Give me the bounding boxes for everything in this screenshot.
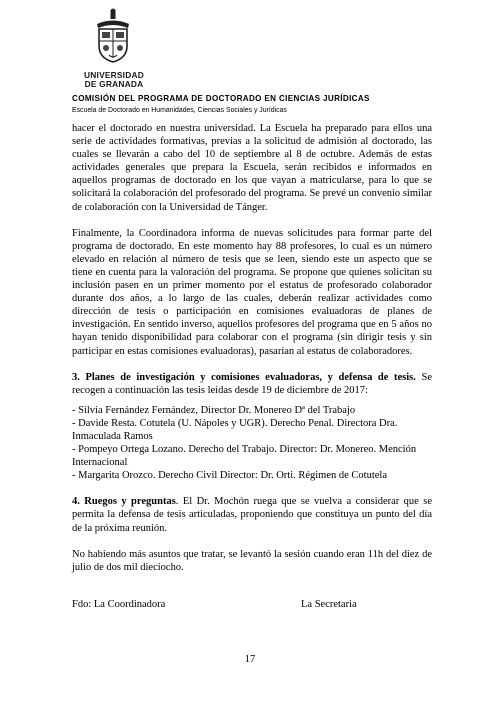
university-name-line2: DE GRANADA bbox=[84, 79, 144, 89]
university-name bbox=[72, 71, 156, 89]
committee-title: COMISIÓN DEL PROGRAMA DE DOCTORADO EN CIENCIAS JURÍDICAS bbox=[72, 94, 370, 103]
paragraph-international-students: hacer el doctorado en nuestra universidad. La Escuela ha preparado para ellos una serie de actividades formativas, previas a la solicitud de admisión al doctorado, las cuales se llevarán a cabo del 10 de septiembre al 8 de octubre. Además de estas actividades generales que prepara la Escuela, serán recibidos e informados en aquellos programas de doctorado en los que vayan a matricularse, para lo que se solicitará la colaboración del profesorado del programa. Se prevé un convenio similar de colaboración con la Universidad de Tánger. bbox=[72, 123, 432, 213]
section-heading-requests: 4. Ruegos y preguntas bbox=[72, 496, 176, 508]
paragraph-closing: No habiendo más asuntos que tratar, se levantó la sesión cuando eran 11h del diez de julio de dos mil dieciocho. bbox=[72, 548, 432, 573]
theses-list bbox=[72, 404, 432, 483]
research-plans-text: Se recogen a continuación las tesis leídas desde 19 de diciembre de 2017: bbox=[72, 371, 433, 396]
signature-coordinator: Fdo: La Coordinadora bbox=[72, 599, 166, 610]
requests-text: . El Dr. Mochón ruega que se vuelva a considerar que se permita la defensa de tesis articuladas, proponiendo que constituya un punto del día de la próxima reunión. bbox=[72, 496, 432, 534]
school-subtitle: Escuela de Doctorado en Humanidades, Ciencias Sociales y Jurídicas bbox=[72, 107, 287, 114]
list-item: - Pompeyo Ortega Lozano. Derecho del Trabajo. Director: Dr. Monereo. Mención Internacional bbox=[72, 444, 417, 469]
page-number: 17 bbox=[244, 654, 256, 665]
list-item: - Silvia Fernández Fernández, Director Dr. Monereo Dª del Trabajo bbox=[72, 404, 356, 416]
section-heading-research-plans: 3. Planes de investigación y comisiones evaluadoras, y defensa de tesis. bbox=[72, 371, 416, 383]
list-item: - Davide Resta. Cotutela (U. Nápoles y UGR). Derecho Penal. Directora Dra. Inmaculada Ramos bbox=[72, 417, 398, 442]
university-crest-icon bbox=[92, 8, 134, 64]
university-name-line1: UNIVERSIDAD bbox=[84, 70, 144, 80]
paragraph-new-applications: Finalmente, la Coordinadora informa de nuevas solicitudes para formar parte del programa de doctorado. En este momento hay 88 profesores, lo cual es un número elevado en relación al número de tesis que se leen, siendo este un aspecto que se tiene en cuenta para la valoración del programa. Se propone que quienes solicitan su inclusión pasen en un primer momento por el estatus de profesorado colaborador durante dos años, a lo largo de las cuales, deberán realizar actividades como dirección de tesis o participación en comisiones evaluadoras de planes de investigación. En sentido inverso, aquellos profesores del programa que en 5 años no hayan tenido disponibilidad para colaborar con el programa (sin dirigir tesis y sin participar en estas comisiones evaluadoras), pasarían al estatus de colaboradores. bbox=[72, 227, 432, 357]
document-body bbox=[72, 122, 432, 587]
paragraph-requests-questions bbox=[72, 495, 432, 534]
paragraph-research-plans bbox=[72, 371, 432, 397]
list-item: - Margarita Orozco. Derecho Civil Director: Dr. Orti. Régimen de Cotutela bbox=[72, 470, 387, 482]
signature-secretary: La Secretaria bbox=[301, 599, 357, 610]
signature-block bbox=[72, 599, 432, 613]
